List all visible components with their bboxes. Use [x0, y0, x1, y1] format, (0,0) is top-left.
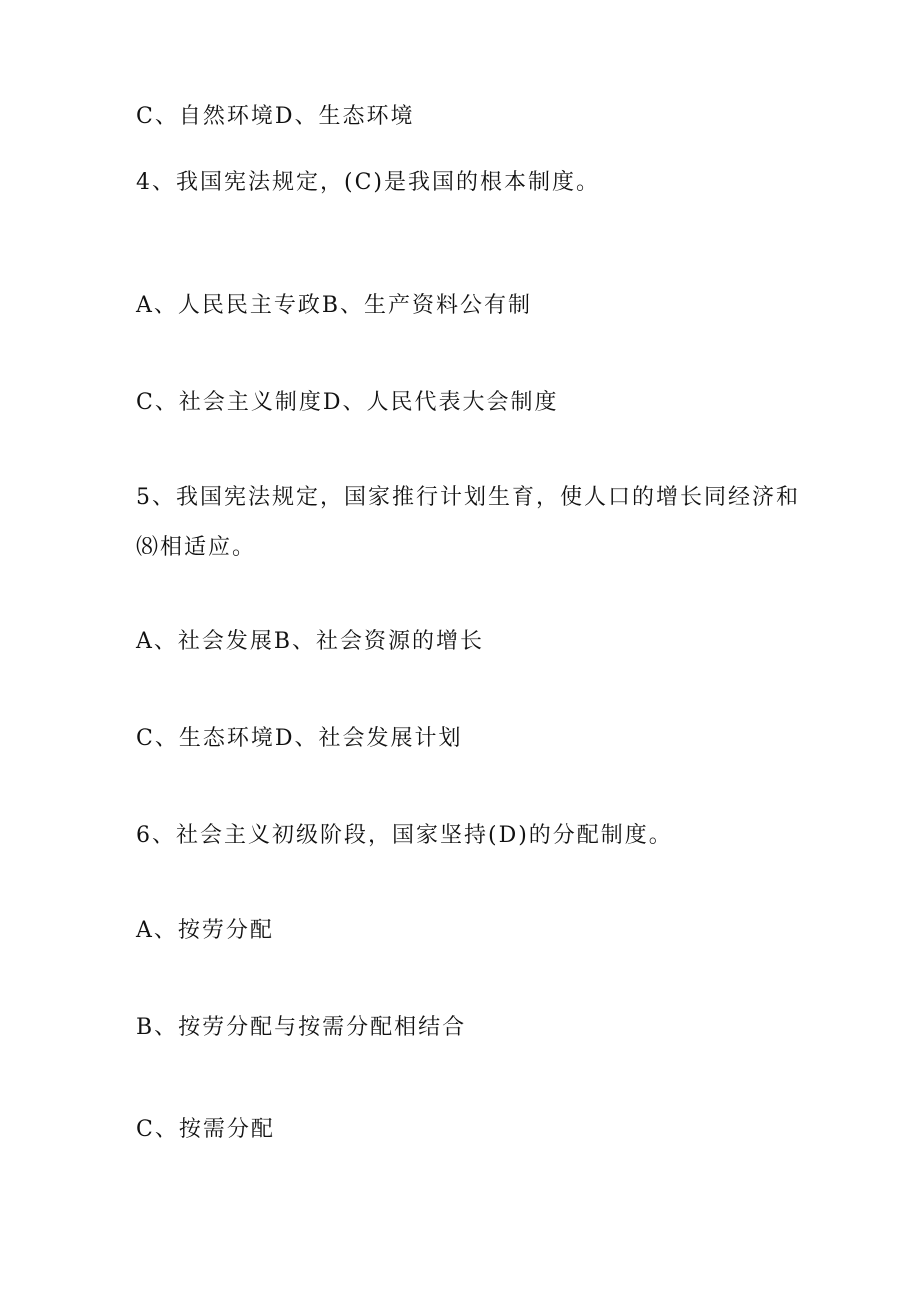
question-6: 6、社会主义初级阶段，国家坚持(D)的分配制度。 — [136, 823, 673, 848]
question-4: 4、我国宪法规定，(C)是我国的根本制度。 — [136, 170, 600, 195]
option-q6-b: B、按劳分配与按需分配相结合 — [136, 1015, 467, 1040]
option-q6-a: A、按劳分配 — [136, 918, 274, 943]
option-line-q3-cd: C、自然环境D、生态环境 — [136, 104, 415, 129]
option-line-q5-cd: C、生态环境D、社会发展计划 — [136, 726, 463, 751]
question-5: 5、我国宪法规定，国家推行计划生育，使人口的增长同经济和 — [136, 485, 800, 510]
option-line-q5-ab: A、社会发展B、社会资源的增长 — [136, 629, 485, 654]
option-line-q4-ab: A、人民民主专政B、生产资料公有制 — [136, 293, 533, 318]
option-q6-c: C、按需分配 — [136, 1117, 275, 1142]
option-line-q4-cd: C、社会主义制度D、人民代表大会制度 — [136, 390, 559, 415]
question-5-continued: ⑻相适应。 — [136, 535, 257, 560]
